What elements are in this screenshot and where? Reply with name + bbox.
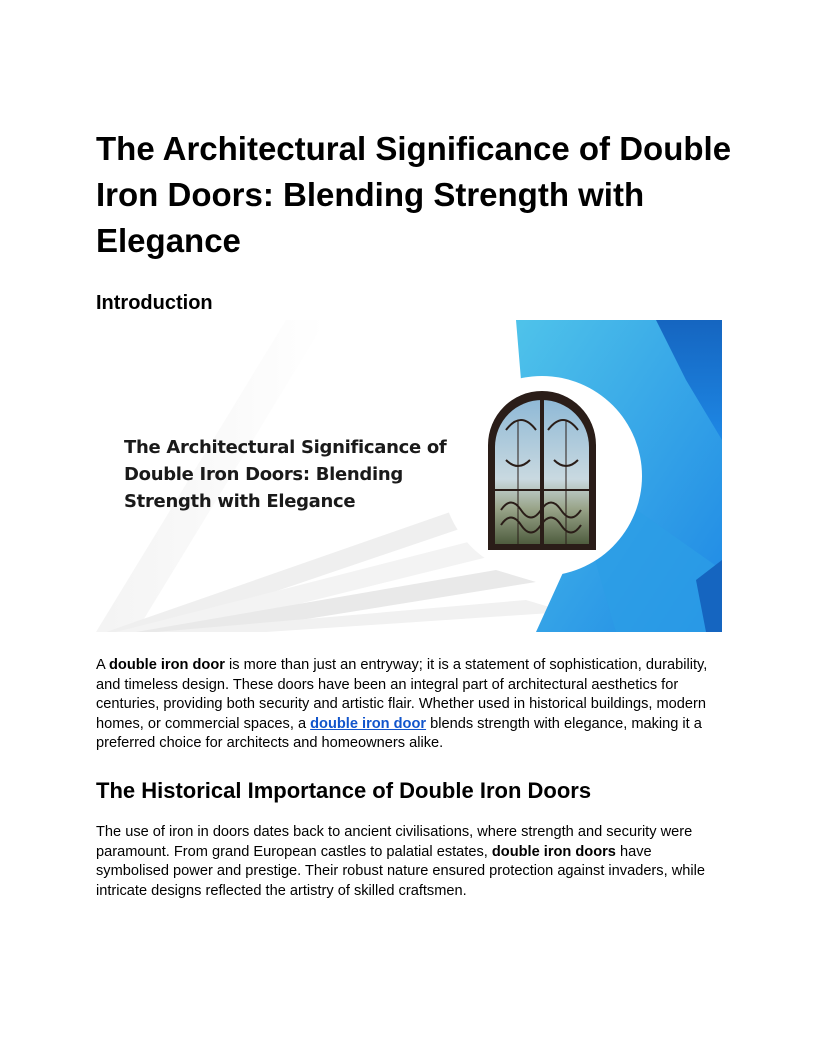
banner-image: [96, 320, 722, 632]
banner-caption: The Architectural Significance of Double Iron Doors: Blending Strength with Elegance: [124, 437, 447, 512]
history-heading: The Historical Importance of Double Iron Doors: [96, 778, 592, 803]
text-run: The use of iron in doors dates back to ancient civilisations, where strength and security were paramount. From grand European castles to palatial estates,: [96, 824, 693, 860]
intro-heading: Introduction: [96, 292, 213, 314]
text-run: blends strength with elegance, making it a preferred choice for architects and homeowners alike.: [96, 715, 702, 752]
door-icon: [488, 391, 596, 550]
intro-paragraph: [96, 656, 721, 754]
history-paragraph: [96, 823, 721, 901]
bold-term: double iron doors: [491, 843, 616, 860]
document-title: The Architectural Significance of Double Iron Doors: Blending Strength with Elegance: [96, 130, 732, 259]
text-run: is more than just an entryway; it is a statement of sophistication, durability, and timeless design. These doors have been an integral part of architectural aesthetics for centuries, providing both security and artistic flair. Whether used in historical buildings, modern homes, or commercial spaces, a: [96, 657, 708, 732]
text-run: A: [96, 657, 109, 673]
bold-term: double iron door: [108, 657, 225, 673]
double-iron-door-link[interactable]: double iron door: [310, 715, 427, 732]
text-run: have symbolised power and prestige. Their robust nature ensured protection against invaders, while intricate designs reflected the artistry of skilled craftsmen.: [96, 843, 705, 899]
